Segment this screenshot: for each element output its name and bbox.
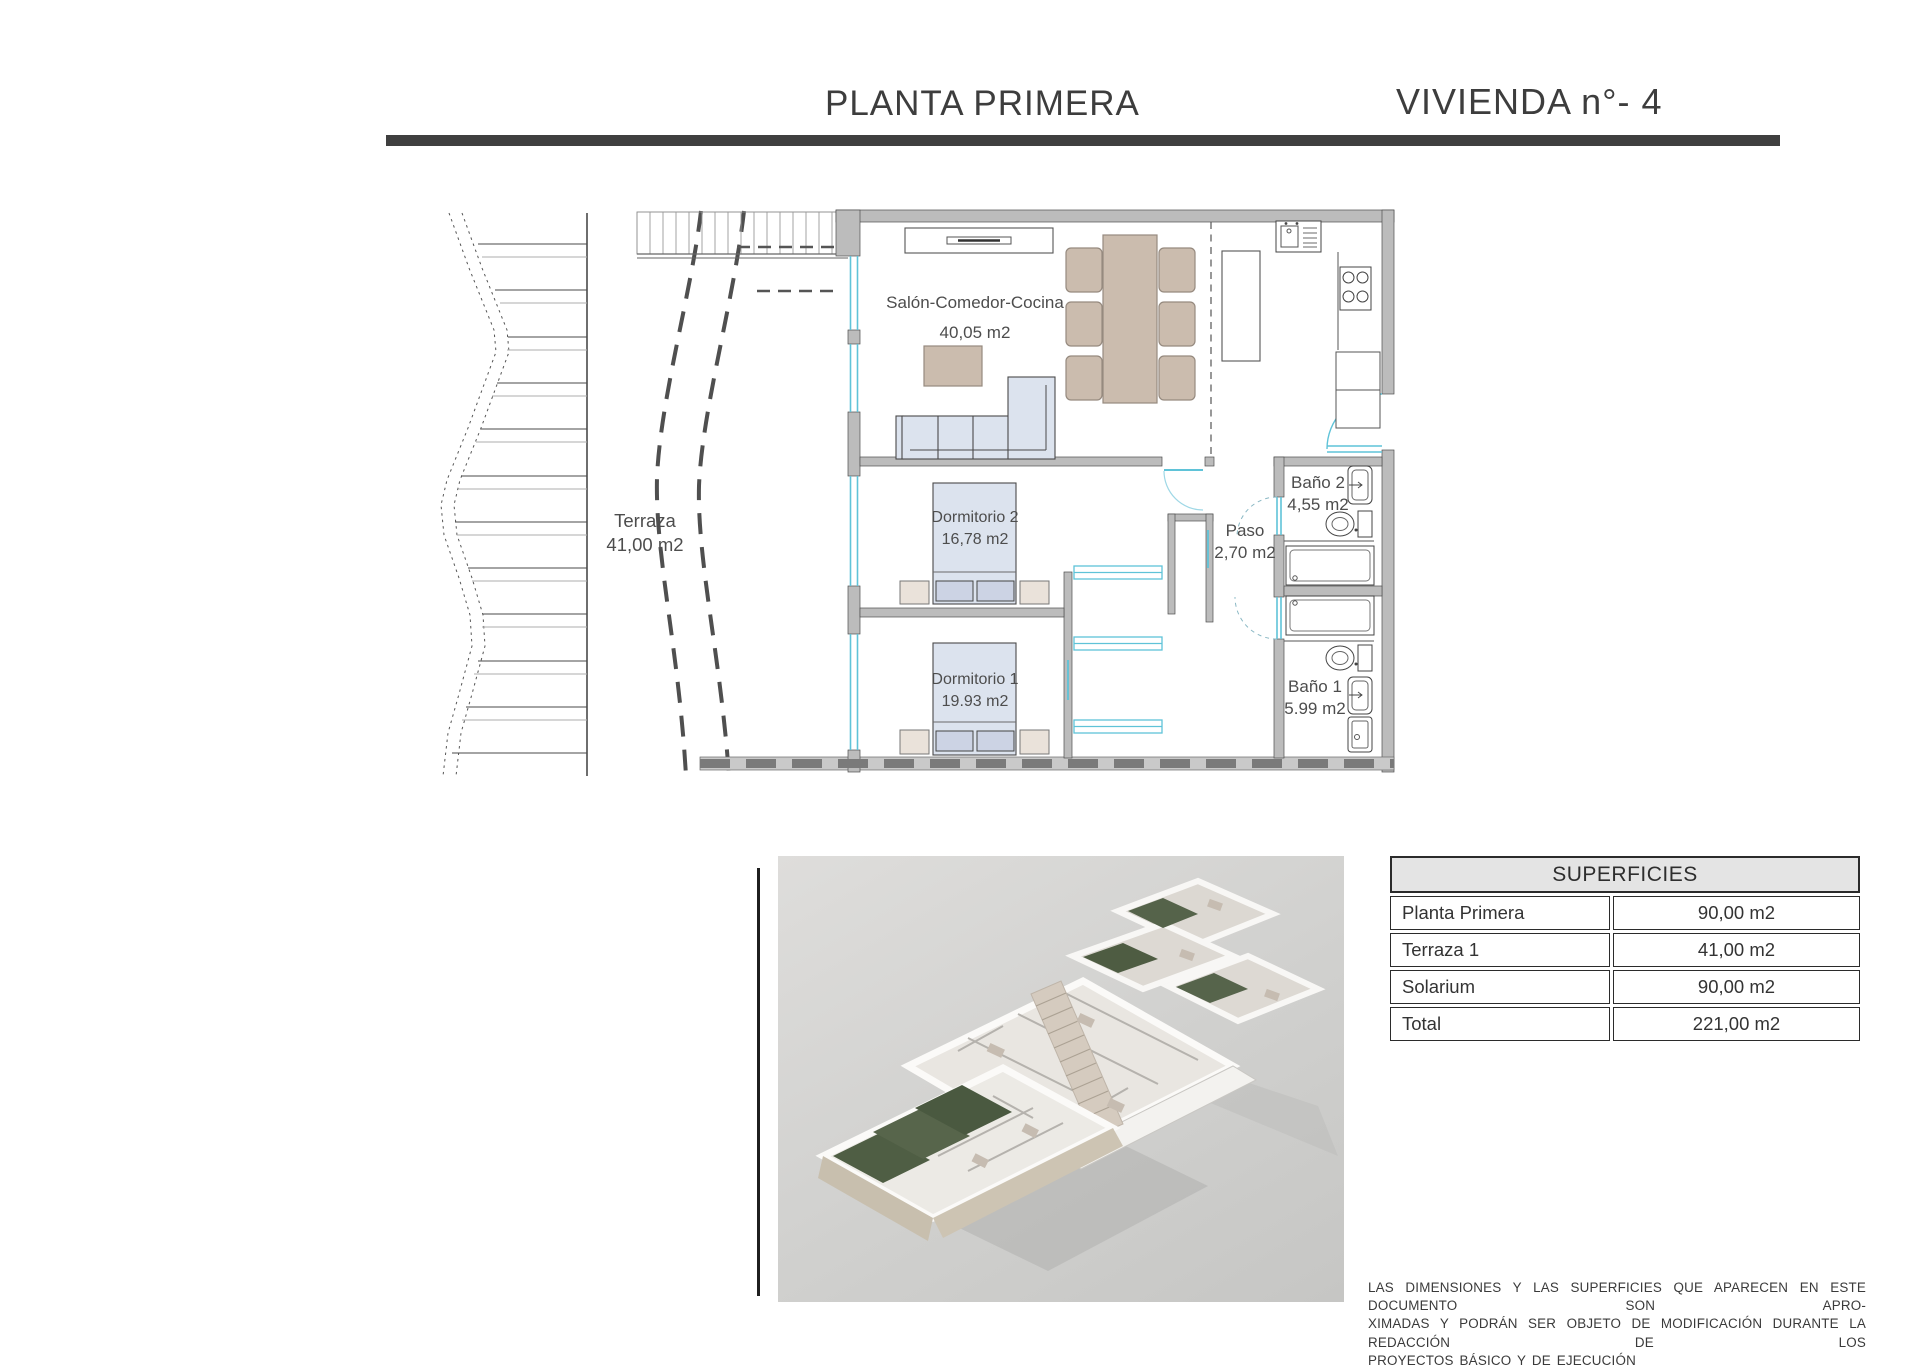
room-area-terraza: 41,00 m2 [606,534,684,555]
row-label: Planta Primera [1390,896,1610,930]
bano1-door [1235,597,1281,639]
row-value: 41,00 m2 [1613,933,1860,967]
disclaimer-line: PROYECTOS BÁSICO Y DE EJECUCIÓN [1368,1352,1636,1368]
pillow [936,581,973,601]
divider-line [757,868,760,1296]
floor-plan-svg [430,160,1410,790]
room-label-paso: Paso [1225,521,1265,540]
row-label: Total [1390,1007,1610,1041]
kitchen-counter [1222,251,1260,361]
room-area-bano2: 4,55 m2 [1287,495,1349,514]
table-row [1390,970,1860,1004]
room-label-salon: Salón-Comedor-Cocina [886,293,1064,312]
render-3d-panel [778,856,1344,1302]
page-title-planta: PLANTA PRIMERA [825,84,1140,123]
kitchen-sink-icon [1276,221,1321,252]
dining-table [1103,235,1157,403]
terrace-terrain [441,211,744,776]
table-row [1390,933,1860,967]
room-area-dormitorio1: 19.93 m2 [941,693,1009,710]
dining-set [1066,235,1195,403]
shower-tray-icon [1348,717,1372,752]
washbasin-icon [1348,677,1372,714]
table-header: SUPERFICIES [1390,856,1860,893]
superficies-table [1390,856,1860,1041]
table-row [1390,896,1860,930]
room-label-dormitorio2: Dormitorio 2 [931,509,1019,526]
coffee-table [924,346,982,386]
toilet-icon [1326,645,1372,671]
room-label-bano1: Baño 1 [1288,677,1342,696]
bathtub [1286,546,1374,585]
row-label: Terraza 1 [1390,933,1610,967]
page-title-vivienda: VIVIENDA n°- 4 [1396,81,1663,122]
dining-chair [1066,302,1102,346]
dining-chair [1159,302,1195,346]
row-value: 90,00 m2 [1613,896,1860,930]
dining-chair [1159,248,1195,292]
disclaimer-text [1368,1279,1866,1370]
table-row [1390,1007,1860,1041]
pillow [977,581,1014,601]
row-label: Solarium [1390,970,1610,1004]
room-label-bano2: Baño 2 [1291,473,1345,492]
sofa [896,377,1055,459]
dining-chair [1066,248,1102,292]
disclaimer-line: XIMADAS Y PODRÁN SER OBJETO DE MODIFICACIÓN DURANTE LA REDACCIÓN DE LOS [1368,1316,1866,1350]
nightstand [900,581,929,604]
row-value: 221,00 m2 [1613,1007,1860,1041]
nightstand [1020,730,1049,754]
dining-chair [1066,356,1102,400]
salon-paso-door-arc [1164,470,1203,510]
dining-chair [1159,356,1195,400]
room-area-paso: 2,70 m2 [1214,543,1276,562]
wardrobes [1074,566,1162,733]
render-3d-image [778,856,1344,1302]
room-label-terraza: Terraza [614,510,676,531]
nightstand [1020,581,1049,604]
stove-icon [1340,267,1371,310]
floor-plan [430,160,1410,790]
washbasin-icon [1348,466,1372,504]
room-label-dormitorio1: Dormitorio 1 [931,671,1019,688]
pillow [977,731,1014,751]
bathtub [1286,596,1374,635]
toilet-icon [1326,511,1372,537]
title-underline [386,135,1780,146]
room-area-dormitorio2: 16,78 m2 [941,531,1009,548]
pillow [936,731,973,751]
row-value: 90,00 m2 [1613,970,1860,1004]
disclaimer-line: LAS DIMENSIONES Y LAS SUPERFICIES QUE APARECEN EN ESTE DOCUMENTO SON APRO- [1368,1280,1866,1314]
kitchen [1211,221,1380,454]
tv-unit [905,228,1053,253]
room-area-bano1: 5.99 m2 [1284,699,1346,718]
nightstand [900,730,929,754]
room-area-salon: 40,05 m2 [939,323,1011,342]
